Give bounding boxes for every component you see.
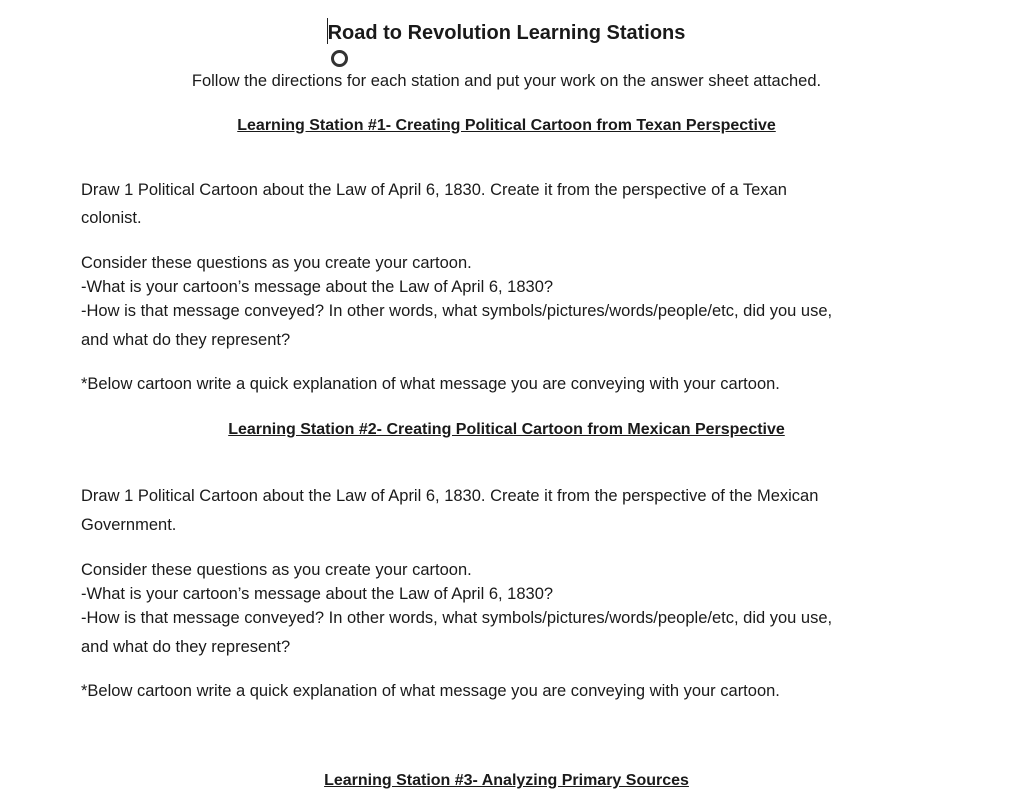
document-title: Road to Revolution Learning Stations bbox=[327, 22, 686, 44]
station-2-text: Draw 1 Political Cartoon about the Law of April 6, 1830. Create it from the perspective of the Mexican bbox=[81, 487, 819, 505]
station-1-question: -What is your cartoon’s message about the Law of April 6, 1830? bbox=[81, 278, 554, 296]
station-3-heading: Learning Station #3- Analyzing Primary Sources bbox=[324, 772, 689, 789]
station-2-question: -How is that message conveyed? In other words, what symbols/pictures/words/people/etc, did you use, bbox=[81, 609, 833, 627]
station-2-text: Government. bbox=[81, 516, 177, 534]
intro-text: Follow the directions for each station and put your work on the answer sheet attached. bbox=[191, 72, 822, 90]
station-1-text: colonist. bbox=[81, 209, 142, 227]
station-2-question: and what do they represent? bbox=[81, 638, 291, 656]
station-2-question: Consider these questions as you create your cartoon. bbox=[81, 561, 472, 579]
station-1-heading: Learning Station #1- Creating Political Cartoon from Texan Perspective bbox=[237, 117, 776, 134]
station-1-question: Consider these questions as you create your cartoon. bbox=[81, 254, 472, 272]
station-1-text: Draw 1 Political Cartoon about the Law of April 6, 1830. Create it from the perspective of a Texan bbox=[81, 181, 787, 199]
station-1-question: and what do they represent? bbox=[81, 331, 291, 349]
station-1-question: -How is that message conveyed? In other words, what symbols/pictures/words/people/etc, did you use, bbox=[81, 302, 833, 320]
station-2-heading: Learning Station #2- Creating Political Cartoon from Mexican Perspective bbox=[228, 421, 785, 438]
station-1-note: *Below cartoon write a quick explanation of what message you are conveying with your cartoon. bbox=[81, 375, 780, 393]
station-2-note: *Below cartoon write a quick explanation of what message you are conveying with your cartoon. bbox=[81, 682, 780, 700]
selection-handle[interactable] bbox=[331, 50, 348, 67]
station-2-question: -What is your cartoon’s message about the Law of April 6, 1830? bbox=[81, 585, 554, 603]
